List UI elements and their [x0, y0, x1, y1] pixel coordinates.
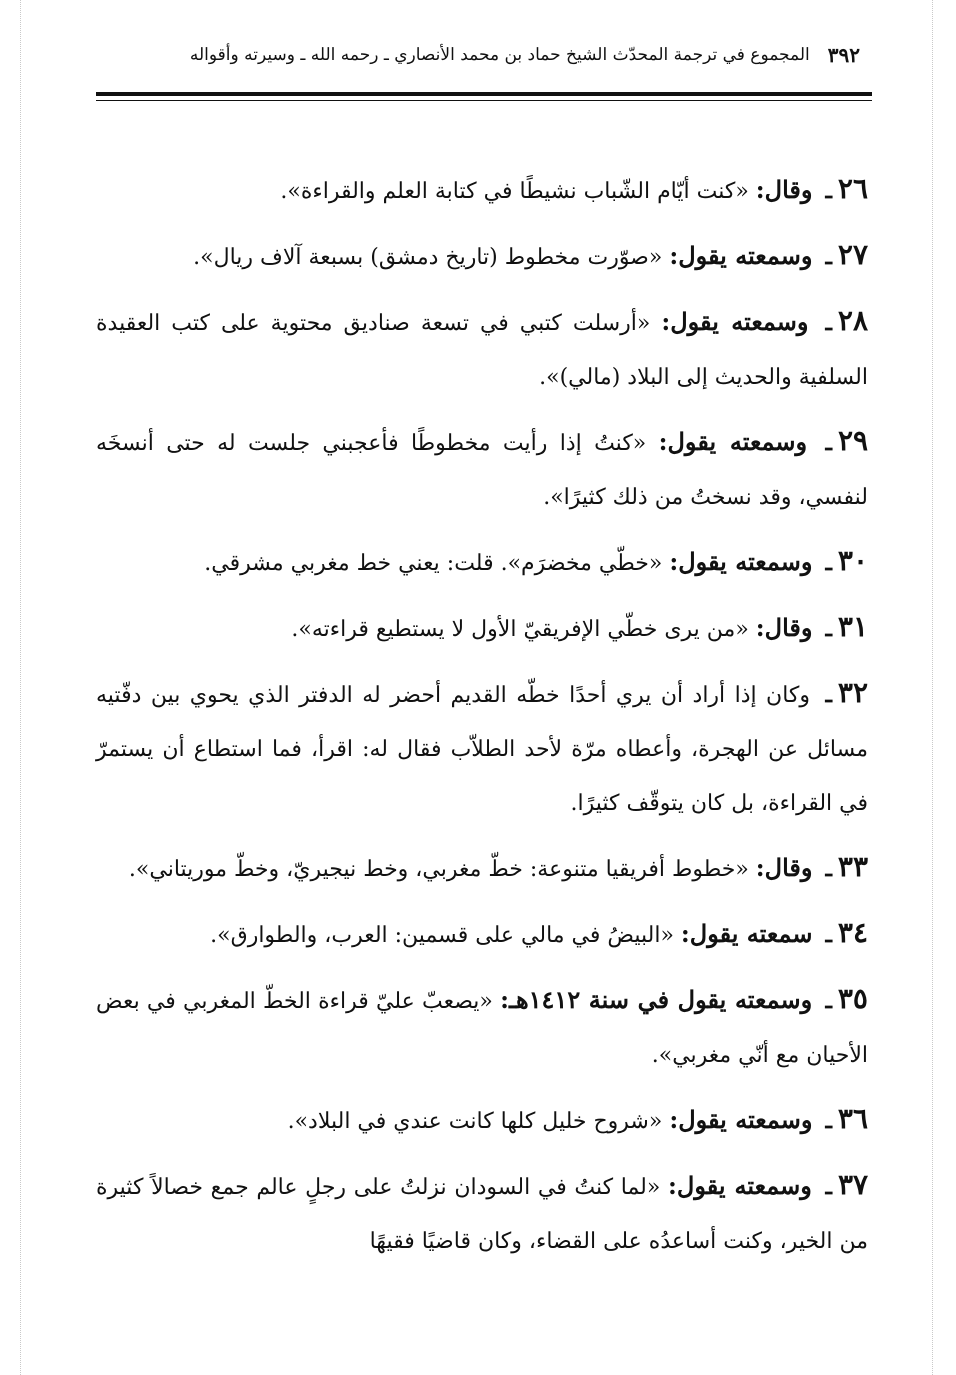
entry-speaker: وقال: — [755, 613, 813, 642]
entry-speaker: وقال: — [755, 853, 813, 882]
entry-speaker: وسمعته يقول: — [669, 1105, 813, 1134]
entry-dash: ـ — [825, 922, 832, 948]
entry-33 — [96, 840, 868, 897]
entry-dash: ـ — [825, 616, 832, 642]
entry-text: «أرسلت كتبي في تسعة صناديق محتوية على كتب العقيدة السلفية والحديث إلى البلاد (مالي)». — [96, 311, 868, 390]
page-number: ٣٩٢ — [827, 43, 860, 67]
entry-dash: ـ — [825, 430, 832, 456]
entry-dash: ـ — [825, 1174, 832, 1200]
entry-26 — [96, 162, 868, 219]
entry-speaker: وسمعته يقول: — [669, 241, 813, 270]
entry-28 — [96, 294, 868, 405]
entry-speaker: وسمعته يقول: — [661, 307, 809, 336]
entry-text: وكان إذا أراد أن يري أحدًا خطّه القديم أحضر له الدفتر الذي يحوي بين دفّتيه مسائل عن الهجرة، وأعطاه مرّة لأحد الطلاّب فقال له: اقرأ، فما استطاع أن يستمرّ في القراءة، بل كان يتوقّف كثيرًا. — [96, 683, 868, 816]
scan-margin-right — [932, 0, 934, 1375]
entry-speaker: وسمعته يقول: — [668, 1171, 812, 1200]
entry-number: ٣٥ — [837, 982, 868, 1015]
entry-36 — [96, 1092, 868, 1149]
entry-30 — [96, 534, 868, 591]
entry-dash: ـ — [825, 550, 832, 576]
entry-dash: ـ — [825, 682, 832, 708]
entry-dash: ـ — [825, 244, 832, 270]
entry-27 — [96, 228, 868, 285]
entry-text: «صوّرت مخطوط (تاريخ دمشق) بسبعة آلاف ريال». — [193, 245, 663, 270]
running-header — [190, 38, 860, 72]
body-text — [96, 162, 868, 1278]
entry-text: «خطّي مخضرَم». قلت: يعني خط مغربي مشرقي. — [204, 551, 663, 576]
entry-speaker: وسمعته يقول في سنة ١٤١٢هـ: — [500, 985, 813, 1014]
entry-number: ٣٦ — [837, 1102, 868, 1135]
entry-34 — [96, 906, 868, 963]
entry-number: ٣١ — [837, 610, 868, 643]
entry-text: «كنت أيّام الشّباب نشيطًا في كتابة العلم والقراءة». — [280, 179, 749, 204]
entry-dash: ـ — [825, 1108, 832, 1134]
entry-dash: ـ — [825, 988, 832, 1014]
entry-speaker: وسمعته يقول: — [669, 547, 813, 576]
entry-31 — [96, 600, 868, 657]
entry-37 — [96, 1158, 868, 1269]
entry-35 — [96, 972, 868, 1083]
entry-32 — [96, 666, 868, 831]
running-title: المجموع في ترجمة المحدّث الشيخ حماد بن محمد الأنصاري ـ رحمه الله ـ وسيرته وأقواله — [189, 45, 810, 65]
entry-speaker: وسمعته يقول: — [658, 427, 808, 456]
entry-dash: ـ — [825, 310, 832, 336]
scan-margin-left — [20, 0, 22, 1375]
entry-text: «كنتُ إذا رأيت مخطوطًا فأعجبني جلست له حتى أنسخَه لنفسي، وقد نسختُ من ذلك كثيرًا». — [96, 431, 868, 510]
entry-number: ٣٤ — [837, 916, 868, 949]
header-rule-thick — [96, 92, 872, 96]
entry-speaker: وقال: — [755, 175, 813, 204]
entry-text: «لما كنتُ في السودان نزلتُ على رجلٍ عالم جمع خصالاً كثيرة من الخير، وكنت أساعدُه على القضاء، وكان قاضيًا فقيهًا — [96, 1175, 868, 1254]
header-rule-thin — [96, 100, 872, 101]
entry-text: «خطوط أفريقيا متنوعة: خطّ مغربي، وخط نيجيريّ، وخطّ موريتاني». — [128, 857, 749, 882]
entry-number: ٢٩ — [837, 424, 869, 457]
entry-29 — [96, 414, 868, 525]
entry-dash: ـ — [825, 178, 832, 204]
entry-text: «البيضُ في مالي على قسمين: العرب، والطوارق». — [210, 923, 674, 948]
entry-number: ٣٠ — [837, 544, 868, 577]
entry-number: ٣٢ — [837, 676, 868, 709]
entry-number: ٢٨ — [837, 304, 868, 337]
entry-number: ٢٧ — [837, 238, 868, 271]
entry-number: ٣٧ — [837, 1168, 869, 1201]
entry-text: «يصعبّ عليّ قراءة الخطّ المغربي في بعض الأحيان مع أنّي مغربي». — [96, 989, 868, 1068]
entry-speaker: سمعته يقول: — [680, 919, 813, 948]
entry-text: «شروح خليل كلها كانت عندي في البلاد». — [287, 1109, 663, 1134]
entry-number: ٢٦ — [837, 172, 868, 205]
entry-text: «من يرى خطّي الإفريقيّ الأول لا يستطيع قراءته». — [291, 617, 749, 642]
entry-dash: ـ — [825, 856, 832, 882]
entry-number: ٣٣ — [837, 850, 868, 883]
